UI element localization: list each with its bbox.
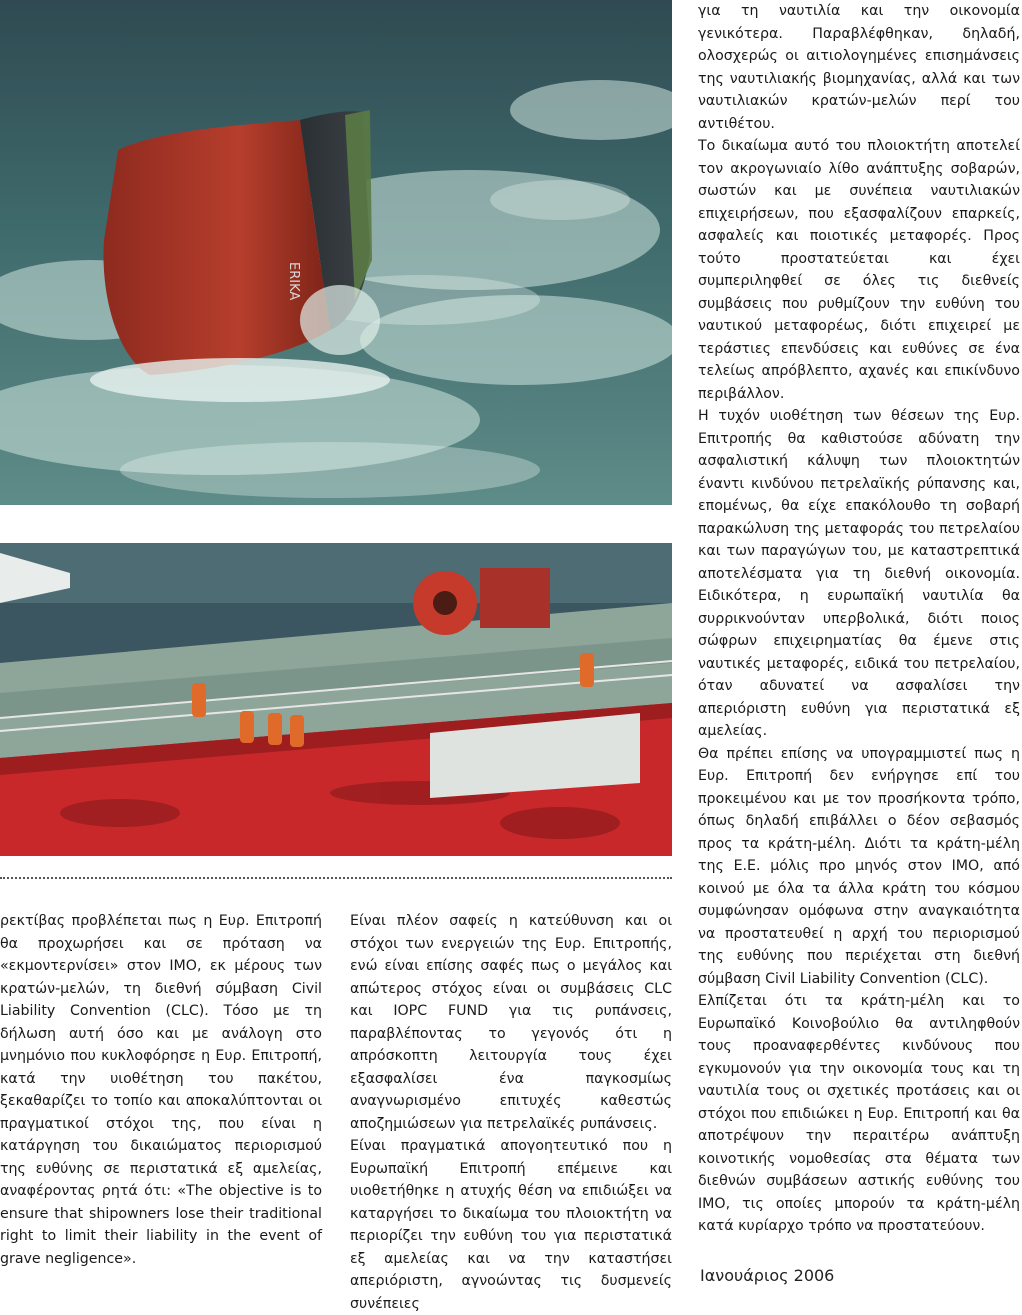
section-divider xyxy=(0,877,672,879)
paragraph: Είναι πλέον σαφείς η κατεύθυνση και οι στόχοι των ενεργειών της Ευρ. Επιτροπής, ενώ είναι επίσης σαφές πως ο μεγάλος και απώτερος στόχος είναι οι συμβάσεις CLC και IOPC FUND για τις ρυπάνσεις, παραβλέποντας το γεγονός ότι η απρόσκοπτη λειτουργία τους έχει εξασφαλίσει ένα παγκοσμίως αναγνωρισμένο επιτυχές καθεστώς αποζημιώσεων για πετρελαϊκές ρυπάνσεις. xyxy=(350,913,672,1132)
paragraph: Θα πρέπει επίσης να υπογραμμιστεί πως η Ευρ. Επιτροπή δεν ενήργησε επί του προκειμένου και με τον προσήκοντα τρόπο, όπως δηλαδή επιβάλλει ο δέον σεβασμός προς τα κράτη-μέλη. Διότι τα κράτη-μέλη της Ε.Ε. μόλις προ μηνός στον ΙΜΟ, από κοινού με όλα τα άλλα κράτη του κόσμου συμφώνησαν ομόφωνα στην αναγκαιότητα να προστατευθεί η αρχή του περιορισμού της ευθύνης που περιέχεται στη διεθνή σύμβαση Civil Liability Convention (CLC). xyxy=(698,745,1020,987)
paragraph: Η τυχόν υιοθέτηση των θέσεων της Ευρ. Επιτροπής θα καθιστούσε αδύνατη την ασφαλιστική κάλυψη των πλοιοκτητών έναντι κινδύνου πετρελαϊκής ρύπανσης και, επομένως, θα είχε επακόλουθο τη σοβαρή παρακώλυση της μεταφοράς του πετρελαίου και των παραγώγων του, με καταστρεπτικά αποτελέσματα για τη διεθνή οικονομία. Ειδικότερα, η ευρωπαϊκή ναυτιλία θα συρρικνούνταν υπερβολικά, διότι ποιος σώφρων επιχειρηματίας θα έμενε στις ναυτικές μεταφορές, ειδικά του πετρελαίου, όταν αδυνατεί να ασφαλίσει την απεριόριστη ευθύνη για περιστατικά εξ αμελείας. xyxy=(698,408,1020,739)
tanker-deck-illustration xyxy=(0,543,672,856)
text-column-right xyxy=(698,0,1020,1238)
hull-red-side xyxy=(103,120,330,375)
paragraph: ρεκτίβας προβλέπεται πως η Ευρ. Επιτροπή θα προχωρήσει και σε πρόταση να «εκμοντερνίσει» στον ΙΜΟ, εκ μέρους των κρατών-μελών, τη διεθνή σύμβαση Civil Liability Convention (CLC). Τόσο με τη δήλωση αυτή όσο και με ανάλογη στο μνημόνιο που κυκλοφόρησε η Ευρ. Επιτροπή, κατά την υιοθέτηση του πακέτου, ξεκαθαρίζει το τοπίο και αποκαλύπτονται οι πραγματικοί στόχοι της, που είναι η κατάργηση του δικαιώματος περιορισμού της ευθύνης σε περιστατικά εξ αμελείας, αναφέροντας ρητά ότι: «The objective is to ensure that shipowners lose their traditional right to limit their liability in the event of grave negligence». xyxy=(0,913,322,1267)
text-column-left xyxy=(0,910,322,1270)
tanker-deck-photo xyxy=(0,543,672,856)
paragraph: για τη ναυτιλία και την οικονομία γενικότερα. Παραβλέφθηκαν, δηλαδή, ολοσχερώς οι αιτιολογημένες επισημάνσεις της ναυτιλιακής βιομηχανίας, αλλά και των ναυτιλιακών κρατών-μελών περί του αντιθέτου. xyxy=(698,3,1020,132)
text-column-middle xyxy=(350,910,672,1315)
erika-bow-illustration xyxy=(0,0,672,505)
hull-name-text: ERIKA xyxy=(286,262,301,301)
paragraph: Το δικαίωμα αυτό του πλοιοκτήτη αποτελεί τον ακρογωνιαίο λίθο ανάπτυξης σοβαρών, σωστών και με συνέπεια ναυτιλιακών επιχειρήσεων, που εξασφαλίζουν επαρκείς, ασφαλείς και ποιοτικές μεταφορές. Προς τούτο προστατεύεται και έχει συμπεριληφθεί σε όλες τις διεθνείς συμβάσεις που ρυθμίζουν την ευθύνη του ναυτικού μεταφορέως, διότι επιχειρεί με τεράστιες επενδύσεις και ευθύνες σε ένα τελείως απρόβλεπτο, αχανές και επικίνδυνο περιβάλλον. xyxy=(698,138,1020,402)
issue-date: Ιανουάριος 2006 xyxy=(700,1266,835,1285)
erika-bow-photo xyxy=(0,0,672,505)
paragraph: Ελπίζεται ότι τα κράτη-μέλη και το Ευρωπαϊκό Κοινοβούλιο θα αντιληφθούν τους προαναφερθέντες κινδύνους που εγκυμονούν για την οικονομία τους και τη ναυτιλία τους οι σχετικές προτάσεις και οι στόχοι που επιδιώκει η Ευρ. Επιτροπή και θα αποτρέψουν την περαιτέρω ανάπτυξη κοινοτικής νομοθεσίας στα θέματα των διεθνών συμβάσεων αστικής ευθύνης του ΙΜΟ, τις οποίες μπορούν τα κράτη-μέλη κατά κυρίαρχο τρόπο να προστατεύουν. xyxy=(698,993,1020,1234)
paragraph: Είναι πραγματικά απογοητευτικό που η Ευρωπαϊκή Επιτροπή επέμεινε και υιοθετήθηκε η ατυχής θέση να επιδιώξει να καταργήσει το δικαίωμα του πλοιοκτήτη να περιορίζει την ευθύνη του για περιστατικά εξ αμελείας και να την καταστήσει απεριόριστη, αγνοώντας τις δυσμενείς συνέπειες xyxy=(350,1138,672,1312)
